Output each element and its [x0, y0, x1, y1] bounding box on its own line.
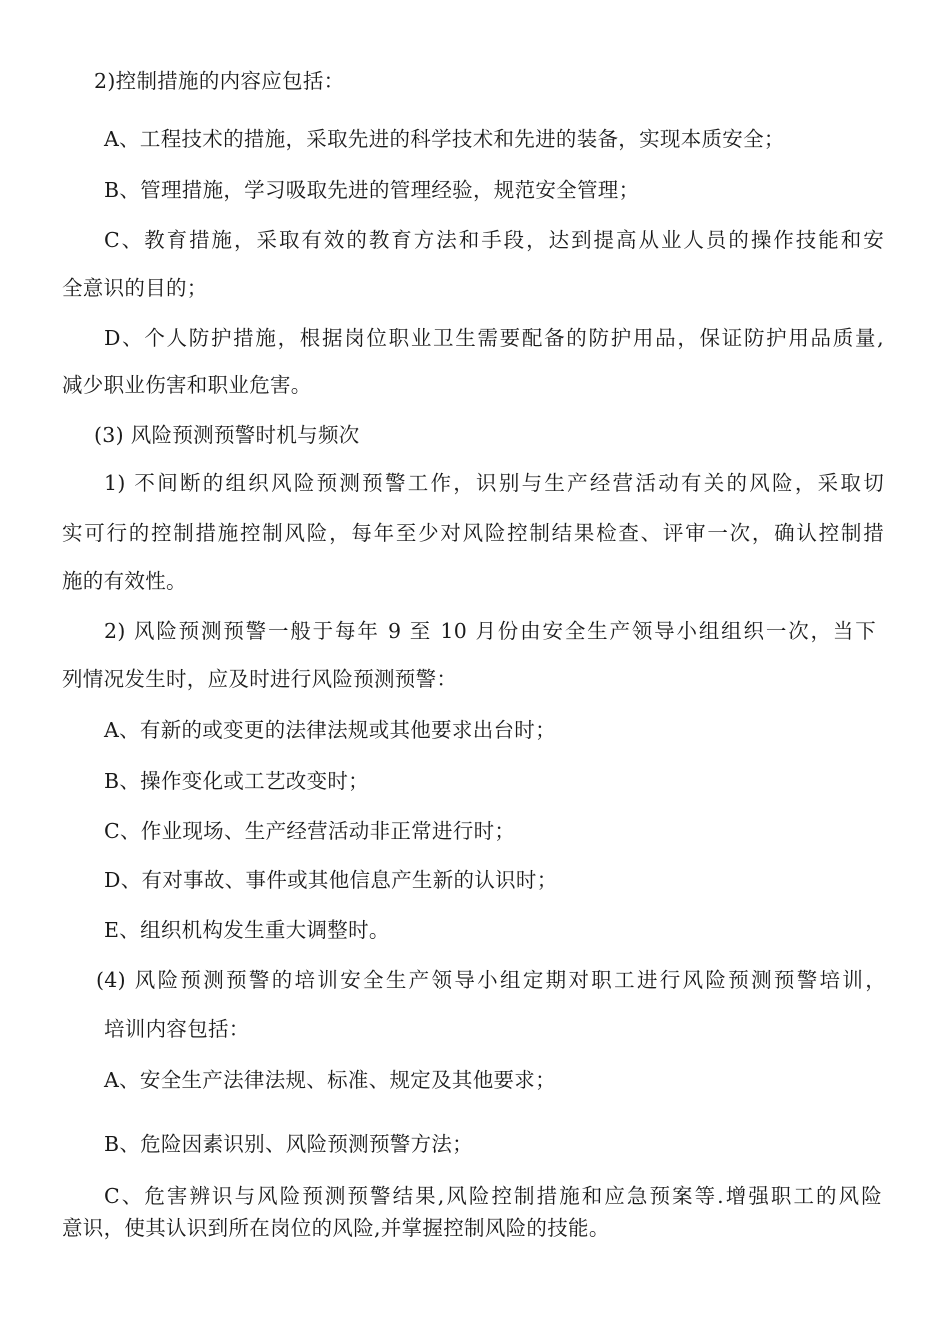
- section-heading-3: (3) 风险预测预警时机与频次: [94, 423, 360, 447]
- paragraph-line-17: D、有对事故、事件或其他信息产生新的认识时；: [104, 868, 558, 892]
- paragraph-line-21: A、安全生产法律法规、标准、规定及其他要求；: [104, 1068, 556, 1092]
- paragraph-line-12: 2) 风险预测预警一般于每年 9 至 10 月份由安全生产领导小组组织一次，当下: [104, 619, 876, 643]
- paragraph-line-15: B、操作变化或工艺改变时；: [104, 769, 369, 793]
- paragraph-line-20: 培训内容包括：: [104, 1017, 250, 1041]
- paragraph-line-4: C、教育措施，采取有效的教育方法和手段，达到提高从业人员的操作技能和安: [104, 228, 884, 252]
- paragraph-line-1: 2)控制措施的内容应包括：: [94, 69, 345, 93]
- paragraph-line-13: 列情况发生时，应及时进行风险预测预警：: [62, 667, 458, 691]
- paragraph-line-2: A、工程技术的措施，采取先进的科学技术和先进的装备，实现本质安全；: [104, 127, 785, 151]
- paragraph-line-14: A、有新的或变更的法律法规或其他要求出台时；: [104, 718, 556, 742]
- paragraph-line-9: 1) 不间断的组织风险预测预警工作，识别与生产经营活动有关的风险，采取切: [104, 471, 884, 495]
- paragraph-line-7: 减少职业伤害和职业危害。: [62, 373, 312, 397]
- paragraph-line-16: C、作业现场、生产经营活动非正常进行时；: [104, 819, 516, 843]
- paragraph-line-24: 意识，使其认识到所在岗位的风险,并掌握控制风险的技能。: [62, 1216, 610, 1240]
- paragraph-line-3: B、管理措施，学习吸取先进的管理经验，规范安全管理；: [104, 178, 640, 202]
- paragraph-line-23: C、危害辨识与风险预测预警结果,风险控制措施和应急预案等.增强职工的风险: [104, 1184, 882, 1208]
- paragraph-line-5: 全意识的目的；: [62, 276, 208, 300]
- paragraph-line-6: D、个人防护措施，根据岗位职业卫生需要配备的防护用品，保证防护用品质量,: [104, 326, 884, 350]
- paragraph-line-18: E、组织机构发生重大调整时。: [104, 918, 390, 942]
- paragraph-line-11: 施的有效性。: [62, 569, 187, 593]
- paragraph-line-10: 实可行的控制措施控制风险，每年至少对风险控制结果检查、评审一次，确认控制措: [62, 521, 884, 545]
- section-heading-4: (4) 风险预测预警的培训安全生产领导小组定期对职工进行风险预测预警培训，: [96, 968, 886, 992]
- paragraph-line-22: B、危险因素识别、风险预测预警方法；: [104, 1132, 473, 1156]
